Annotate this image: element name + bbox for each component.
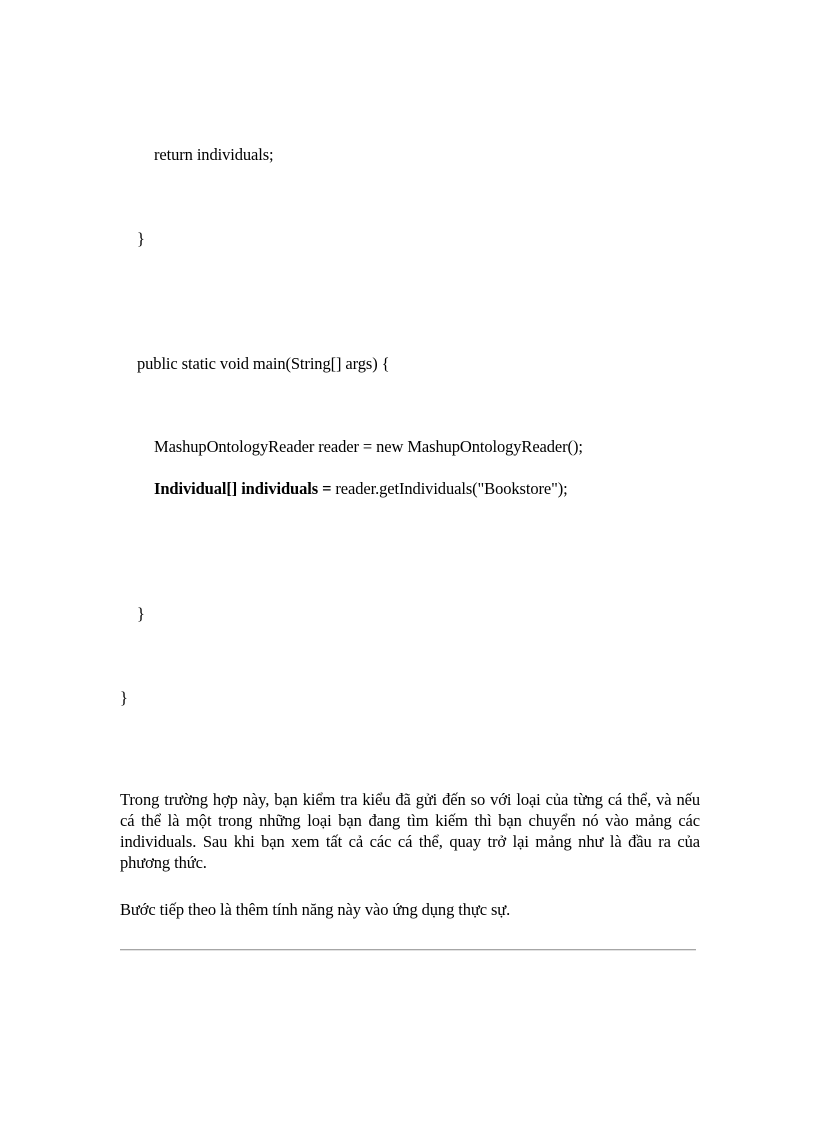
code-return-statement: return individuals; bbox=[154, 145, 274, 164]
code-closing-brace-class: } bbox=[120, 688, 128, 707]
code-individuals-declaration-rest: reader.getIndividuals("Bookstore"); bbox=[331, 479, 568, 498]
code-main-signature: public static void main(String[] args) { bbox=[137, 354, 390, 373]
code-closing-brace-method: } bbox=[137, 229, 145, 248]
horizontal-rule bbox=[120, 949, 696, 951]
next-step-paragraph: Bước tiếp theo là thêm tính năng này vào ứng dụng thực sự. bbox=[120, 900, 511, 919]
code-individuals-declaration-bold: Individual[] individuals = bbox=[154, 479, 332, 498]
code-individuals-declaration bbox=[154, 479, 568, 499]
code-reader-declaration: MashupOntologyReader reader = new MashupOntologyReader(); bbox=[154, 437, 583, 456]
code-closing-brace-main: } bbox=[137, 604, 145, 623]
explanation-paragraph: Trong trường hợp này, bạn kiểm tra kiểu đã gửi đến so với loại của từng cá thể, và nếu cá thể là một trong những loại bạn đang tìm kiếm thì bạn chuyển nó vào mảng các individuals. Sau khi bạn xem tất cả các cá thể, quay trở lại mảng như là đầu ra của phương thức. bbox=[120, 790, 700, 872]
